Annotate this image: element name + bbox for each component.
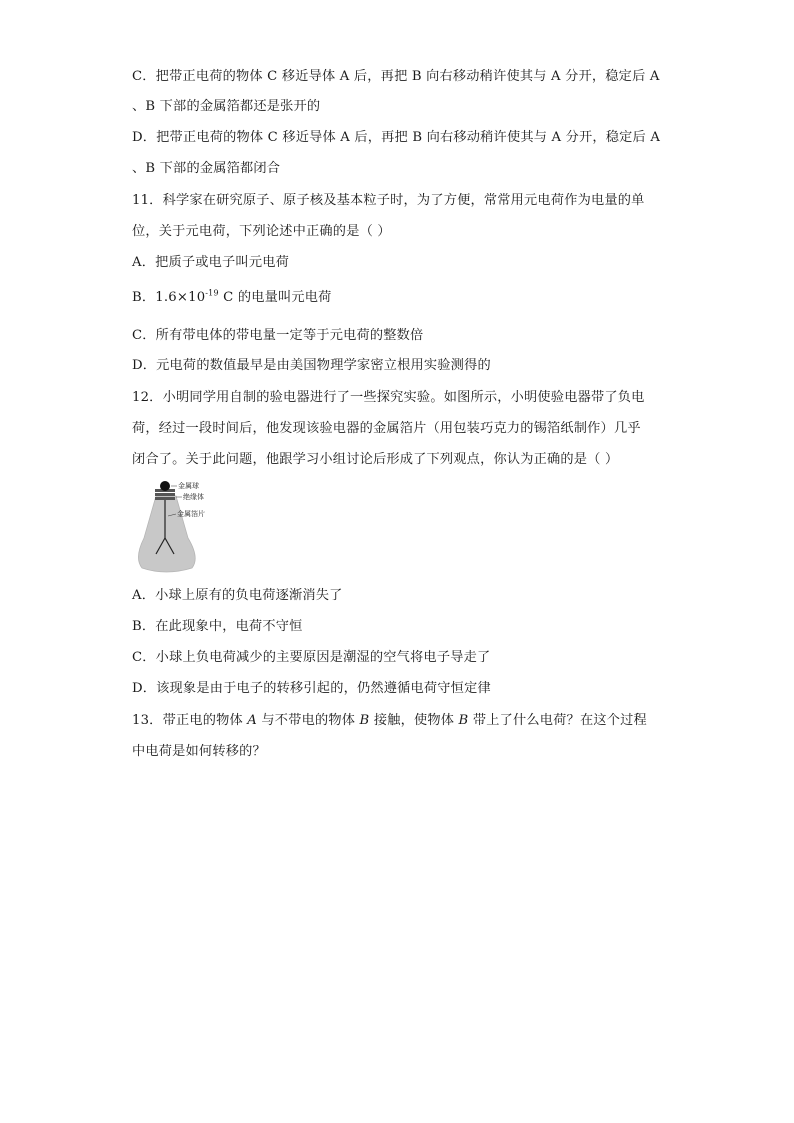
- q11-stem-line2: 位，关于元电荷，下列论述中正确的是（ ）: [132, 224, 391, 239]
- q12-stem-line3: 闭合了。关于此问题，他跟学习小组讨论后形成了下列观点，你认为正确的是（ ）: [132, 452, 619, 467]
- q12-stem-line2: 荷，经过一段时间后，他发现该验电器的金属箔片（用包装巧克力的锡箔纸制作）几乎: [132, 421, 641, 436]
- q13-var-a: A: [247, 713, 258, 728]
- label-insulator: 绝缘体: [183, 493, 204, 501]
- label-metal-foil: 金属箔片: [177, 510, 205, 518]
- insulator-band-2: [155, 493, 175, 496]
- q13-stem-part3: 接触，使物体: [369, 713, 459, 728]
- q12-option-b: B．在此现象中，电荷不守恒: [132, 619, 303, 634]
- metal-ball: [160, 481, 170, 491]
- q10-option-d-line1: D．把带正电荷的物体 C 移近导体 A 后，再把 B 向右移动稍许使其与 A 分开，稳定后 A: [132, 130, 661, 145]
- electroscope-diagram: [130, 476, 230, 576]
- q13-stem-line1: [132, 712, 647, 730]
- q13-var-b2: B: [458, 713, 469, 728]
- q13-stem-part2: 与不带电的物体: [257, 713, 360, 728]
- q11-option-b-prefix: B．1.6×10: [132, 290, 206, 305]
- q11-option-b: [132, 289, 332, 307]
- q11-option-d: D．元电荷的数值最早是由美国物理学家密立根用实验测得的: [132, 358, 491, 373]
- q11-option-c: C．所有带电体的带电量一定等于元电荷的整数倍: [132, 328, 424, 343]
- q12-option-d: D．该现象是由于电子的转移引起的，仍然遵循电荷守恒定律: [132, 681, 491, 696]
- flask-body: [138, 496, 195, 572]
- q12-stem-line1: 12．小明同学用自制的验电器进行了一些探究实验。如图所示，小明使验电器带了负电: [132, 390, 645, 405]
- q13-var-b1: B: [359, 713, 370, 728]
- q12-option-c: C．小球上负电荷减少的主要原因是潮湿的空气将电子导走了: [132, 650, 491, 665]
- q12-option-a: A．小球上原有的负电荷逐渐消失了: [132, 588, 343, 603]
- q11-option-b-exponent: -19: [205, 288, 219, 298]
- electroscope-figure: [130, 476, 230, 576]
- q10-option-c-line1: C．把带正电荷的物体 C 移近导体 A 后，再把 B 向右移动稍许使其与 A 分开，稳定后 A: [132, 69, 660, 84]
- q11-option-b-suffix: C 的电量叫元电荷: [218, 290, 332, 305]
- q10-option-d-line2: 、B 下部的金属箔都闭合: [132, 161, 281, 176]
- q13-stem-part1: 13．带正电的物体: [132, 713, 248, 728]
- q11-stem-line1: 11．科学家在研究原子、原子核及基本粒子时，为了方便，常常用元电荷作为电量的单: [132, 193, 645, 208]
- q13-stem-line2: 中电荷是如何转移的？: [132, 744, 266, 759]
- q11-option-a: A．把质子或电子叫元电荷: [132, 255, 289, 270]
- q13-stem-part4: 带上了什么电荷？在这个过程: [468, 713, 647, 728]
- q10-option-c-line2: 、B 下部的金属箔都还是张开的: [132, 99, 321, 114]
- label-metal-ball: 金属球: [178, 482, 199, 490]
- insulator-band-3: [155, 497, 175, 500]
